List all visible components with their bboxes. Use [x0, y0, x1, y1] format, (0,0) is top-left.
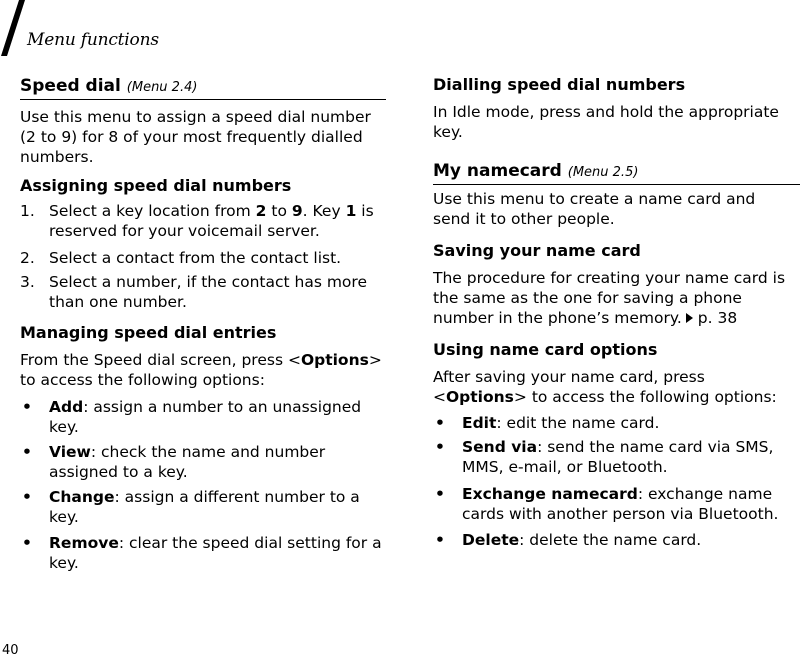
saving-heading: Saving your name card [433, 241, 641, 260]
namecard-title: My namecard [433, 161, 562, 181]
option-label: Send via [462, 438, 538, 456]
page-number: 40 [2, 643, 19, 658]
dialling-text: In Idle mode, press and hold the appropriate key. [433, 103, 779, 141]
using-heading: Using name card options [433, 340, 658, 359]
option-label: Exchange namecard [462, 485, 638, 503]
option-label: Remove [49, 534, 119, 552]
option-description: : send the name card via SMS, MMS, e-mail, or Bluetooth. [462, 438, 774, 476]
step-item [20, 201, 386, 241]
step-number: 2. [20, 249, 35, 267]
header-slash-decoration [0, 0, 30, 56]
option-item [20, 533, 386, 573]
option-item [20, 442, 386, 482]
option-item [433, 437, 800, 477]
option-description: : edit the name card. [496, 414, 660, 432]
step-item [20, 248, 386, 268]
option-item [20, 487, 386, 527]
option-item [433, 484, 800, 524]
bullet: • [435, 438, 445, 456]
step-text: Select a key location from 2 to 9. Key 1 is reserved for your voicemail server. [49, 202, 374, 240]
option-description: : assign a different number to a key. [49, 488, 360, 526]
step-text: Select a number, if the contact has more than one number. [49, 273, 367, 311]
step-number: 1. [20, 202, 35, 220]
speed-dial-section-title [20, 75, 197, 99]
step-item [20, 272, 386, 312]
page-ref-arrow-icon [686, 313, 693, 323]
speed-dial-menu-ref: (Menu 2.4) [126, 80, 198, 95]
option-description: : clear the speed dial setting for a key. [49, 534, 382, 572]
step-number: 3. [20, 273, 35, 291]
namecard-menu-ref: (Menu 2.5) [567, 165, 639, 180]
option-label: Delete [462, 531, 520, 549]
option-label: Add [49, 398, 84, 416]
option-label: Edit [462, 414, 497, 432]
option-description: : assign a number to an unassigned key. [49, 398, 362, 436]
option-label: Change [49, 488, 115, 506]
section-divider [433, 184, 800, 185]
bullet: • [435, 531, 445, 549]
speed-dial-title: Speed dial [20, 76, 121, 96]
bullet: • [22, 488, 32, 506]
option-item [433, 413, 800, 433]
running-header-title: Menu functions [27, 30, 159, 50]
page-header [0, 0, 800, 56]
namecard-section-title [433, 160, 638, 184]
page-reference: p. 38 [697, 309, 738, 327]
step-text: Select a contact from the contact list. [49, 249, 342, 267]
option-label: View [49, 443, 91, 461]
option-item [433, 530, 800, 550]
option-description: : exchange name cards with another person via Bluetooth. [462, 485, 779, 523]
assigning-heading: Assigning speed dial numbers [20, 176, 292, 195]
speed-dial-intro: Use this menu to assign a speed dial number (2 to 9) for 8 of your most frequently dialled numbers. [20, 108, 371, 166]
bullet: • [22, 443, 32, 461]
section-divider [20, 99, 386, 100]
bullet: • [22, 398, 32, 416]
managing-heading: Managing speed dial entries [20, 323, 277, 342]
option-description: : check the name and number assigned to a key. [49, 443, 326, 481]
bullet: • [435, 485, 445, 503]
dialling-heading: Dialling speed dial numbers [433, 75, 686, 94]
saving-text: The procedure for creating your name card is the same as the one for saving a phone number in the phone’s memory. p. 38 [433, 269, 786, 327]
namecard-intro: Use this menu to create a name card and send it to other people. [433, 190, 756, 228]
bullet: • [435, 414, 445, 432]
option-description: : delete the name card. [519, 531, 702, 549]
using-intro: After saving your name card, press <Options> to access the following options: [433, 368, 777, 406]
bullet: • [22, 534, 32, 552]
option-item [20, 397, 386, 437]
managing-intro: From the Speed dial screen, press <Options> to access the following options: [20, 351, 382, 389]
